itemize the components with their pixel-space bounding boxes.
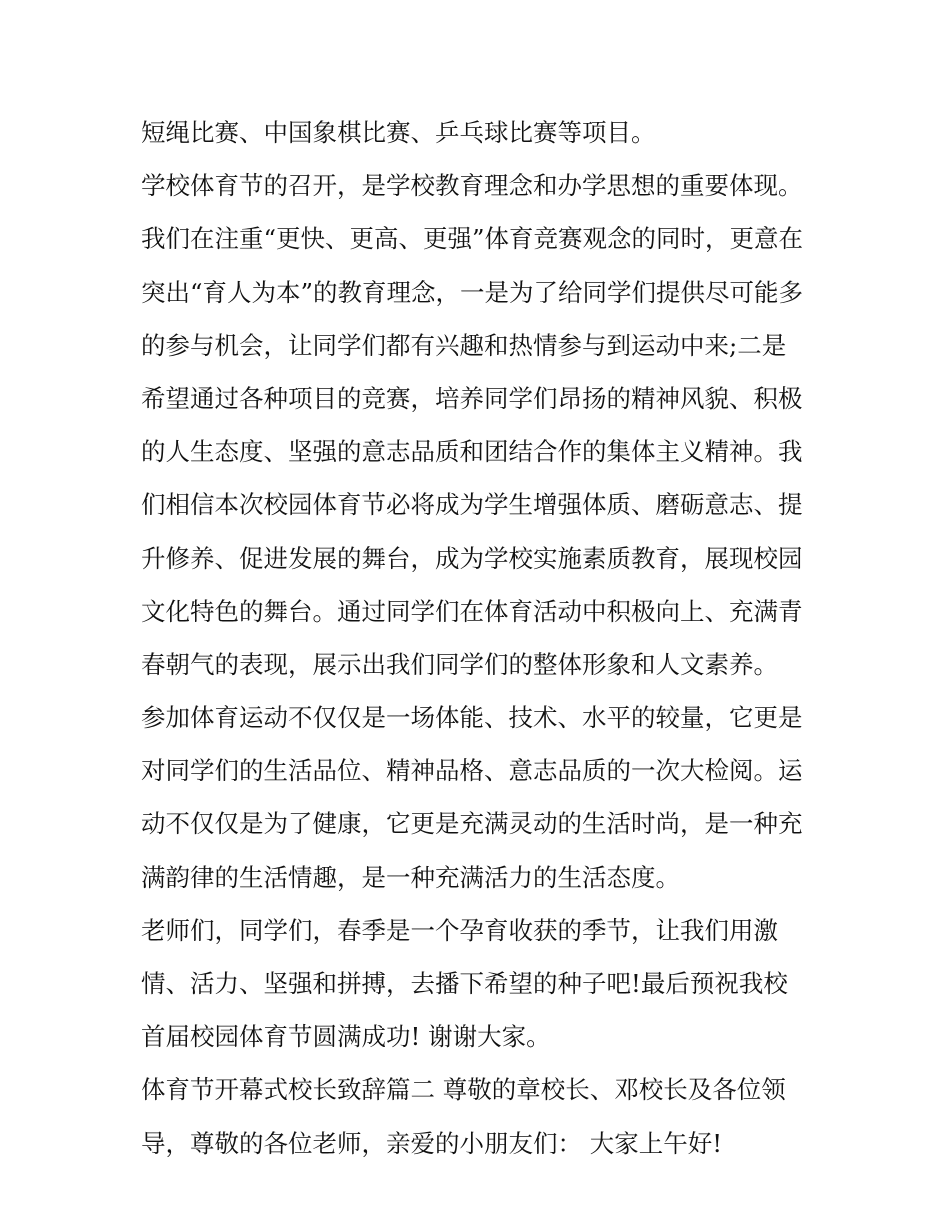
text-line: 的参与机会，让同学们都有兴趣和热情参与到运动中来;二是 [141, 330, 787, 360]
text-line: 我们在注重“更快、更高、更强”体育竞赛观念的同时，更意在 [141, 224, 804, 254]
text-line: 对同学们的生活品位、精神品格、意志品质的一次大检阅。运 [141, 756, 803, 786]
text-line: 短绳比赛、中国象棋比赛、乒乓球比赛等项目。 [141, 118, 656, 147]
text-line: 老师们，同学们，春季是一个孕育收获的季节，让我们用激 [141, 915, 778, 945]
text-line: 升修养、促进发展的舞台，成为学校实施素质教育，展现校园 [141, 543, 803, 573]
text-line: 们相信本次校园体育节必将成为学生增强体质、磨砺意志、提 [141, 490, 803, 520]
body-text [141, 106, 821, 1170]
text-line: 希望通过各种项目的竞赛，培养同学们昂扬的精神风貌、积极 [141, 383, 803, 413]
text-line: 情、活力、坚强和拼搏，去播下希望的种子吧!最后预祝我校 [141, 969, 788, 998]
text-line: 导，尊敬的各位老师，亲爱的小朋友们： 大家上午好! [141, 1128, 723, 1158]
text-line: 突出“育人为本”的教育理念，一是为了给同学们提供尽可能多 [141, 277, 804, 307]
text-line: 首届校园体育节圆满成功! 谢谢大家。 [141, 1022, 551, 1052]
text-line: 学校体育节的召开，是学校教育理念和办学思想的重要体现。 [141, 171, 803, 201]
text-line: 动不仅仅是为了健康，它更是充满灵动的生活时尚，是一种充 [141, 809, 803, 839]
text-line: 文化特色的舞台。通过同学们在体育活动中积极向上、充满青 [141, 596, 803, 626]
text-line: 参加体育运动不仅仅是一场体能、技术、水平的较量，它更是 [141, 703, 803, 733]
text-line: 体育节开幕式校长致辞篇二 尊敬的章校长、邓校长及各位领 [141, 1075, 786, 1105]
text-line: 的人生态度、坚强的意志品质和团结合作的集体主义精神。我 [141, 437, 803, 467]
text-line: 满韵律的生活情趣，是一种充满活力的生活态度。 [141, 862, 680, 892]
text-line: 春朝气的表现，展示出我们同学们的整体形象和人文素养。 [141, 649, 778, 679]
